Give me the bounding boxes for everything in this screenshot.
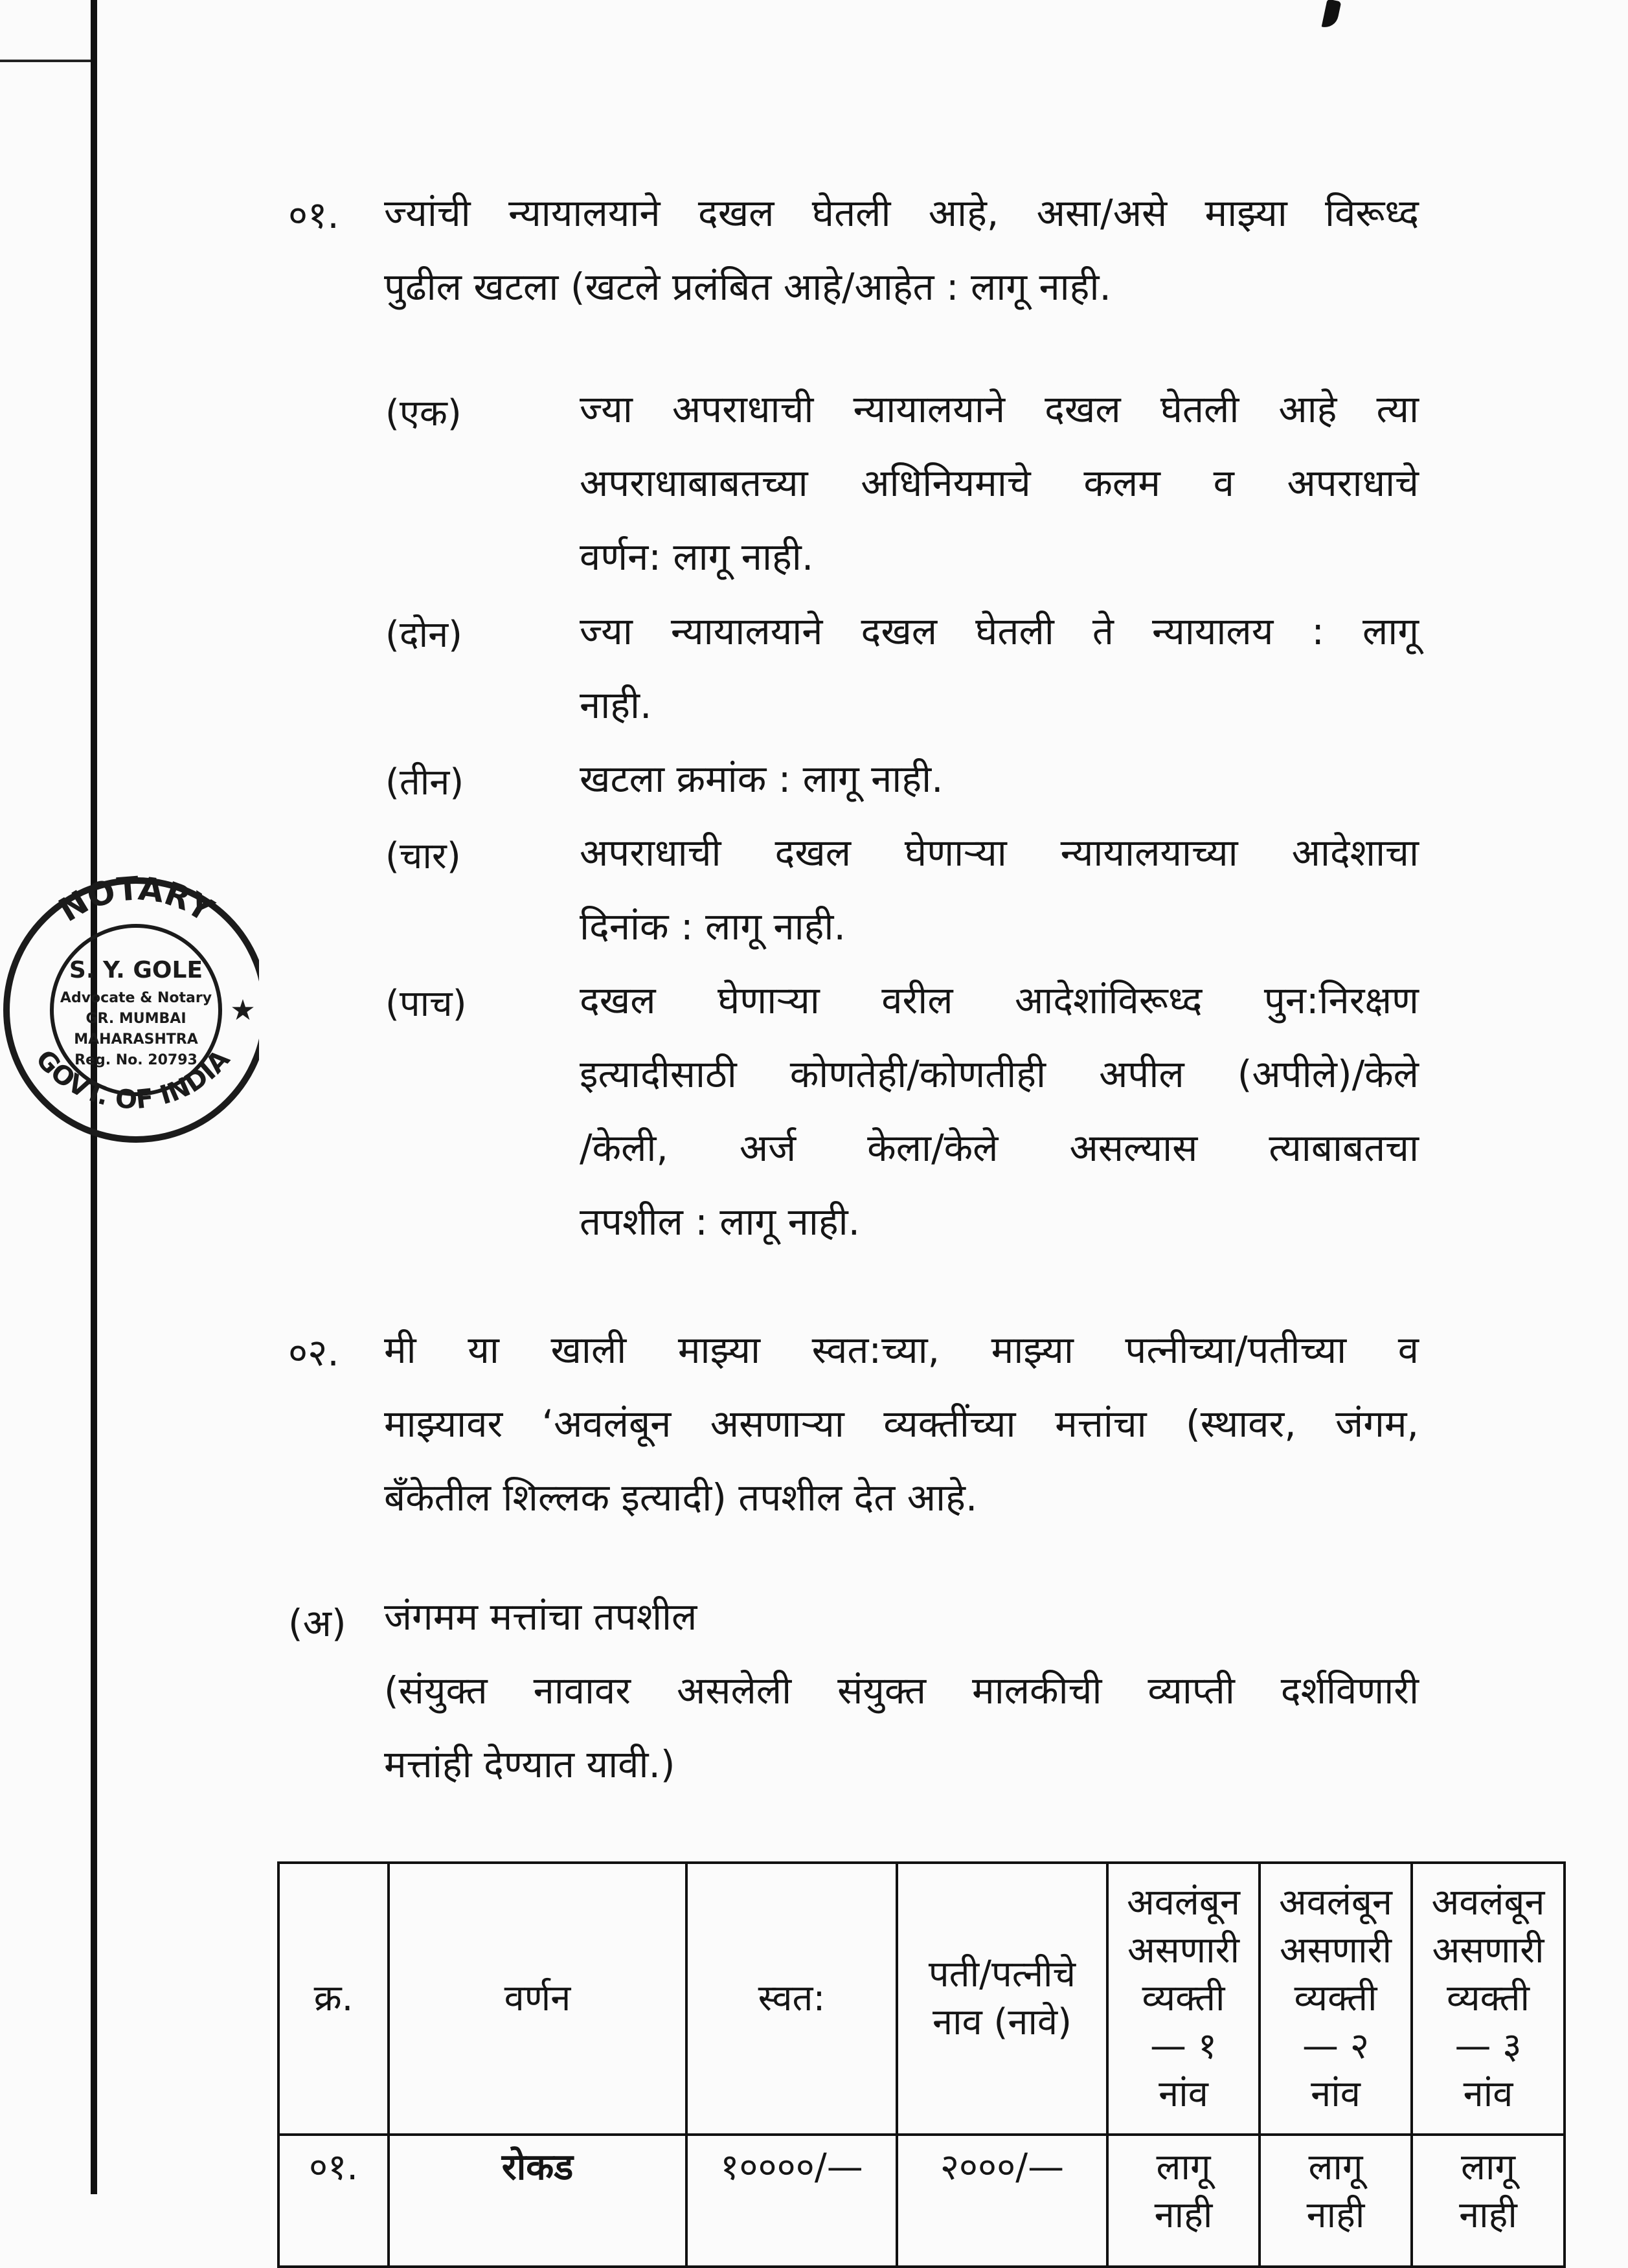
item-label-1: (एक) (385, 392, 462, 434)
header-line: व्यक्ती (1142, 1977, 1225, 2019)
header-line: असणारी (1279, 1929, 1392, 1971)
text-line: /केली, अर्ज केला/केले असल्यास त्याबाबतचा (580, 1126, 1419, 1170)
item-text-4 (580, 816, 1419, 963)
header-dependent-1 (1107, 1863, 1260, 2135)
text-line: अपराधाबाबतच्या अधिनियमाचे कलम व अपराधाचे (580, 461, 1419, 505)
item-label-3: (तीन) (385, 761, 464, 803)
header-line: असणारी (1127, 1929, 1240, 1971)
ink-mark (1322, 0, 1342, 30)
text-line: ज्यांची न्यायालयाने दखल घेतली आहे, असा/असे माझ्या विरूध्द (384, 191, 1419, 235)
stamp-line3: MAHARASHTRA (74, 1031, 198, 1048)
header-line: पती/पत्नीचे (928, 1953, 1076, 1995)
header-line: असणारी (1432, 1929, 1544, 1971)
section-a-title (384, 1580, 1419, 1654)
text-line: माझ्यावर ‘अवलंबून असणाऱ्या व्यक्तींच्या मत्तांचा (स्थावर, जंगम, (384, 1402, 1419, 1446)
item-label-4: (चार) (385, 835, 461, 877)
cell-line: नाही (1154, 2194, 1213, 2236)
page-border-top-left (0, 60, 97, 62)
cell-line: लागू (1461, 2146, 1515, 2188)
header-line: — १ (1150, 2025, 1217, 2067)
section-a-note (384, 1654, 1419, 1801)
cell-line: नाही (1459, 2194, 1517, 2236)
header-line: अवलंबून (1431, 1881, 1545, 1924)
text-line: इत्यादीसाठी कोणतेही/कोणतीही अपील (अपीले)/केले (580, 1052, 1419, 1096)
text-line: मत्तांही देण्यात यावी.) (384, 1742, 675, 1786)
cell-dependent-3 (1412, 2135, 1565, 2267)
cell-self: १००००/— (686, 2135, 897, 2267)
text-line: बँकेतील शिल्लक इत्यादी) तपशील देत आहे. (384, 1476, 978, 1520)
item-text-5 (580, 963, 1419, 1259)
header-line: नाव (नावे) (933, 2001, 1072, 2043)
text-line: दखल घेणाऱ्या वरील आदेशांविरूध्द पुन:निरक्षण (580, 978, 1419, 1022)
item-label-5: (पाच) (385, 983, 467, 1025)
header-line: नांव (1311, 2073, 1361, 2115)
cell-description: रोकड (389, 2135, 686, 2267)
section-number-01: ०१. (288, 193, 339, 237)
text-line: ज्या अपराधाची न्यायालयाने दखल घेतली आहे त्या (580, 387, 1419, 431)
header-line: अवलंबून (1127, 1881, 1240, 1924)
header-line: व्यक्ती (1294, 1977, 1377, 2019)
section-label-a: (अ) (288, 1601, 346, 1645)
text-line: नाही. (580, 683, 652, 727)
header-self: स्वत: (686, 1863, 897, 2135)
text-line: पुढील खटला (खटले प्रलंबित आहे/आहेत : लागू नाही. (384, 265, 1111, 309)
stamp-bottom-text: GOVT. OF INDIA (29, 1044, 236, 1116)
item-text-2 (580, 594, 1419, 742)
header-description: वर्णन (389, 1863, 686, 2135)
header-dependent-3 (1412, 1863, 1565, 2135)
cell-line: नाही (1306, 2194, 1365, 2236)
header-line: — २ (1302, 2025, 1369, 2067)
header-line: नांव (1159, 2073, 1208, 2115)
section-02-text (384, 1313, 1419, 1534)
header-sr: क्र. (278, 1863, 389, 2135)
notary-stamp (0, 848, 259, 1159)
header-line: नांव (1463, 2073, 1513, 2115)
cell-dependent-2 (1260, 2135, 1412, 2267)
header-dependent-2 (1260, 1863, 1412, 2135)
movable-assets-table (277, 1861, 1566, 2268)
text-line: जंगमम मत्तांचा तपशील (384, 1595, 697, 1639)
text-line: अपराधाची दखल घेणाऱ्या न्यायालयाच्या आदेशाचा (580, 831, 1419, 875)
stamp-line4: Reg. No. 20793 (74, 1052, 198, 1068)
text-line: वर्णन: लागू नाही. (580, 535, 814, 579)
stamp-top-text: NOTARY (52, 870, 220, 930)
text-line: खटला क्रमांक : लागू नाही. (580, 757, 944, 801)
header-line: व्यक्ती (1446, 1977, 1530, 2019)
item-text-3 (580, 742, 1419, 816)
text-line: दिनांक : लागू नाही. (580, 904, 846, 949)
cell-line: लागू (1156, 2146, 1211, 2188)
text-line: ज्या न्यायालयाने दखल घेतली ते न्यायालय : लागू (580, 609, 1419, 653)
stamp-line2: GR. MUMBAI (85, 1011, 187, 1027)
text-line: (संयुक्त नावावर असलेली संयुक्त मालकीची व्याप्ती दर्शविणारी (384, 1668, 1419, 1712)
section-01-text (384, 176, 1419, 324)
text-line: मी या खाली माझ्या स्वत:च्या, माझ्या पत्नीच्या/पतीच्या व (384, 1328, 1419, 1372)
cell-spouse: २०००/— (897, 2135, 1107, 2267)
stamp-name: S. Y. GOLE (69, 957, 203, 983)
item-label-2: (दोन) (385, 614, 463, 656)
cell-line: लागू (1308, 2146, 1363, 2188)
header-spouse (897, 1863, 1107, 2135)
header-line: — ३ (1454, 2025, 1522, 2067)
text-line: तपशील : लागू नाही. (580, 1200, 861, 1244)
table-header-row (278, 1863, 1565, 2135)
header-line: अवलंबून (1279, 1881, 1392, 1924)
stamp-line1: Advocate & Notary (60, 990, 212, 1006)
cell-dependent-1 (1107, 2135, 1260, 2267)
cell-sr: ०१. (278, 2135, 389, 2267)
section-number-02: ०२. (288, 1330, 339, 1375)
item-text-1 (580, 372, 1419, 594)
table-row (278, 2135, 1565, 2267)
stamp-star-icon: ★ (230, 994, 256, 1027)
